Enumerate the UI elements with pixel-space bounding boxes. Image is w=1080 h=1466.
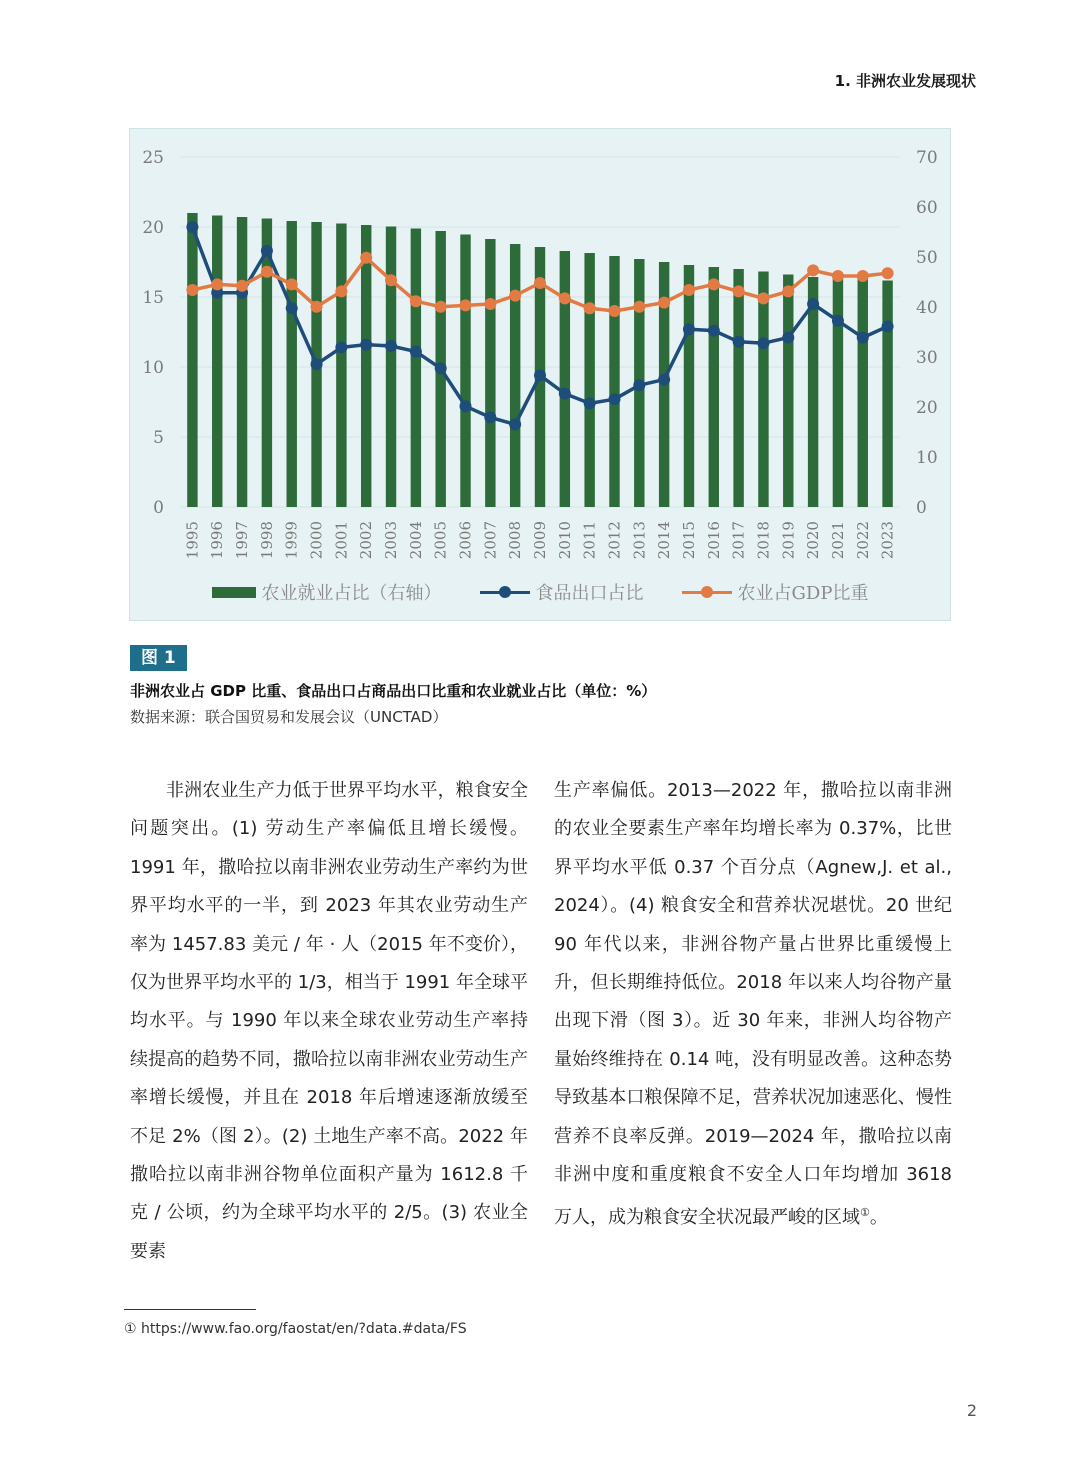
x-axis-tick: 2006	[456, 521, 475, 560]
x-axis-tick: 2001	[332, 521, 351, 560]
x-axis-tick: 2000	[307, 521, 326, 560]
data-point	[559, 388, 571, 400]
footnote-divider	[124, 1309, 256, 1310]
data-point	[211, 278, 223, 290]
data-point	[435, 362, 447, 374]
x-axis-tick: 2009	[531, 521, 549, 560]
data-point	[807, 298, 819, 310]
data-point	[261, 245, 273, 257]
x-axis-tick: 2016	[704, 521, 723, 560]
data-point	[559, 292, 571, 304]
data-point	[435, 301, 447, 313]
data-point	[658, 374, 670, 386]
data-point	[683, 323, 695, 335]
bar-employment-share	[684, 265, 694, 507]
figure-source: 数据来源：联合国贸易和发展会议（UNCTAD）	[130, 708, 448, 726]
bar-employment-share	[287, 221, 297, 507]
legend-item-food-export	[480, 579, 644, 605]
left-axis-tick: 5	[153, 428, 164, 448]
bar-employment-share	[485, 239, 495, 507]
data-point	[807, 264, 819, 276]
body-column-right	[554, 772, 952, 1238]
x-axis-tick: 2011	[580, 521, 599, 560]
data-point	[261, 266, 273, 278]
data-point	[633, 301, 645, 313]
data-point	[335, 285, 347, 297]
data-point	[360, 252, 372, 264]
data-point	[882, 320, 894, 332]
body-paragraph: 非洲农业生产力低于世界平均水平，粮食安全问题突出。(1) 劳动生产率偏低且增长缓慢。1991 年，撒哈拉以南非洲农业劳动生产率约为世界平均水平的一半，到 2023 年其农业劳动生产率为 1457.83 美元 / 年 · 人（2015 年不变价），仅为世界平均水平的 1/3，相当于 1991 年全球平均水平。与 1990 年以来全球农业劳动生产率持续提高的趋势不同，撒哈拉以南非洲农业劳动生产率增长缓慢，并且在 2018 年后增速逐渐放缓至不足 2%（图 2）。(2) 土地生产率不高。2022 年撒哈拉以南非洲谷物单位面积产量为 1612.8 千克 / 公顷，约为全球平均水平的 2/5。(3) 农业全要素	[130, 780, 528, 1262]
body-text: 生产率偏低。2013—2022 年，撒哈拉以南非洲的农业全要素生产率年均增长率为 0.37%，比世界平均水平低 0.37 个百分点（Agnew,J. et al., 2024）。(4) 粮食安全和营养状况堪忧。20 世纪 90 年代以来，非洲谷物产量占世界比重缓慢上升，但长期维持低位。2018 年以来人均谷物产量出现下滑（图 3）。近 30 年来，非洲人均谷物产量始终维持在 0.14 吨，没有明显改善。这种态势导致基本口粮保障不足，营养状况加速恶化、慢性营养不良率反弹。2019—2024 年，撒哈拉以南非洲中度和重度粮食不安全人口年均增加 3618 万人，成为粮食安全状况最严峻的区域	[554, 780, 952, 1229]
bar-employment-share	[460, 235, 470, 508]
figure-caption: 非洲农业占 GDP 比重、食品出口占商品出口比重和农业就业占比（单位：%）	[130, 682, 657, 700]
x-axis-tick: 2018	[754, 521, 773, 560]
bar-employment-share	[733, 269, 743, 507]
bar-employment-share	[187, 213, 197, 507]
bar-employment-share	[237, 217, 247, 507]
footnote: ① https://www.fao.org/faostat/en/?data.#data/FS	[124, 1321, 467, 1337]
data-point	[857, 270, 869, 282]
page-number: 2	[966, 1401, 977, 1420]
x-axis-tick: 2013	[630, 521, 649, 560]
data-point	[385, 340, 397, 352]
x-axis-tick: 2007	[481, 521, 500, 560]
left-axis-tick: 10	[142, 358, 164, 378]
data-point	[782, 285, 794, 297]
data-point	[733, 285, 745, 297]
data-point	[509, 418, 521, 430]
legend-item-gdp-share	[682, 579, 869, 605]
left-axis-tick: 25	[142, 148, 164, 168]
data-point	[757, 337, 769, 349]
data-point	[782, 332, 794, 344]
data-point	[832, 315, 844, 327]
bar-employment-share	[584, 253, 594, 507]
data-point	[584, 302, 596, 314]
data-point	[410, 346, 422, 358]
x-axis-tick: 2012	[605, 521, 624, 560]
data-point	[311, 358, 323, 370]
left-axis-tick: 0	[153, 498, 164, 518]
data-point	[882, 267, 894, 279]
x-axis-tick: 2021	[828, 521, 847, 560]
bar-employment-share	[336, 224, 346, 508]
data-point	[509, 290, 521, 302]
legend-label: 农业占GDP比重	[737, 583, 869, 604]
bar-employment-share	[858, 279, 868, 507]
x-axis-tick: 1998	[257, 521, 276, 560]
body-column-left	[130, 772, 528, 1271]
data-point	[733, 336, 745, 348]
x-axis-tick: 2010	[555, 521, 574, 560]
bar-employment-share	[758, 272, 768, 508]
x-axis-tick: 2019	[779, 521, 798, 560]
x-axis-tick: 2017	[729, 521, 748, 560]
data-point	[708, 325, 720, 337]
right-axis-tick: 30	[916, 348, 938, 368]
left-axis-tick: 20	[142, 218, 164, 238]
x-axis-tick: 2015	[679, 521, 698, 560]
x-axis-tick: 2020	[804, 521, 823, 560]
x-axis-tick: 2023	[878, 521, 897, 560]
legend-label: 食品出口占比	[535, 583, 644, 604]
data-point	[708, 278, 720, 290]
data-point	[286, 278, 298, 290]
x-axis-tick: 2005	[431, 521, 450, 560]
data-point	[186, 221, 198, 233]
x-axis-tick: 1999	[282, 521, 301, 560]
data-point	[460, 299, 472, 311]
left-axis-tick: 15	[142, 288, 164, 308]
footnote-marker[interactable]: ①	[860, 1206, 870, 1220]
bar-employment-share	[386, 227, 396, 508]
chart-plot	[130, 129, 952, 622]
data-point	[484, 298, 496, 310]
data-point	[832, 270, 844, 282]
bar-employment-share	[361, 225, 371, 507]
legend-swatch-line	[682, 585, 732, 599]
legend-swatch-line	[480, 585, 530, 599]
data-point	[186, 284, 198, 296]
bar-employment-share	[560, 251, 570, 507]
x-axis-tick: 2014	[655, 521, 674, 560]
running-header: 1. 非洲农业发展现状	[834, 72, 976, 90]
x-axis-tick: 2004	[406, 521, 425, 560]
data-point	[335, 341, 347, 353]
chart-legend	[130, 579, 950, 605]
data-point	[757, 292, 769, 304]
data-point	[484, 411, 496, 423]
data-point	[236, 280, 248, 292]
x-axis-tick: 2008	[506, 521, 525, 560]
x-axis-tick: 2022	[853, 521, 872, 560]
bar-employment-share	[882, 281, 892, 508]
data-point	[534, 277, 546, 289]
bar-employment-share	[783, 275, 793, 508]
data-point	[534, 369, 546, 381]
data-point	[608, 305, 620, 317]
bar-employment-share	[212, 216, 222, 508]
data-point	[460, 400, 472, 412]
x-axis-tick: 1995	[183, 521, 202, 560]
data-point	[385, 274, 397, 286]
bar-employment-share	[510, 244, 520, 507]
data-point	[683, 284, 695, 296]
x-axis-tick: 2003	[382, 521, 401, 560]
data-point	[658, 297, 670, 309]
bar-employment-share	[833, 278, 843, 507]
data-point	[584, 397, 596, 409]
combo-chart	[129, 128, 951, 621]
body-paragraph	[554, 772, 952, 1238]
data-point	[608, 393, 620, 405]
right-axis-tick: 50	[916, 248, 938, 268]
legend-label: 农业就业占比（右轴）	[261, 583, 442, 604]
x-axis-tick: 2002	[357, 521, 376, 560]
data-point	[360, 339, 372, 351]
right-axis-tick: 20	[916, 398, 938, 418]
right-axis-tick: 60	[916, 198, 938, 218]
legend-item-employment	[212, 579, 442, 605]
right-axis-tick: 70	[916, 148, 938, 168]
body-text-end: 。	[869, 1207, 888, 1229]
data-point	[286, 302, 298, 314]
bar-employment-share	[609, 256, 619, 507]
right-axis-tick: 0	[916, 498, 927, 518]
legend-swatch-bar	[212, 587, 256, 598]
data-point	[633, 379, 645, 391]
right-axis-tick: 40	[916, 298, 938, 318]
data-point	[410, 295, 422, 307]
bar-employment-share	[411, 229, 421, 508]
x-axis-tick: 1996	[208, 521, 227, 560]
figure-label: 图 1	[130, 645, 187, 671]
x-axis-tick: 1997	[233, 521, 252, 560]
data-point	[311, 301, 323, 313]
data-point	[857, 332, 869, 344]
bar-employment-share	[709, 267, 719, 507]
right-axis-tick: 10	[916, 448, 938, 468]
